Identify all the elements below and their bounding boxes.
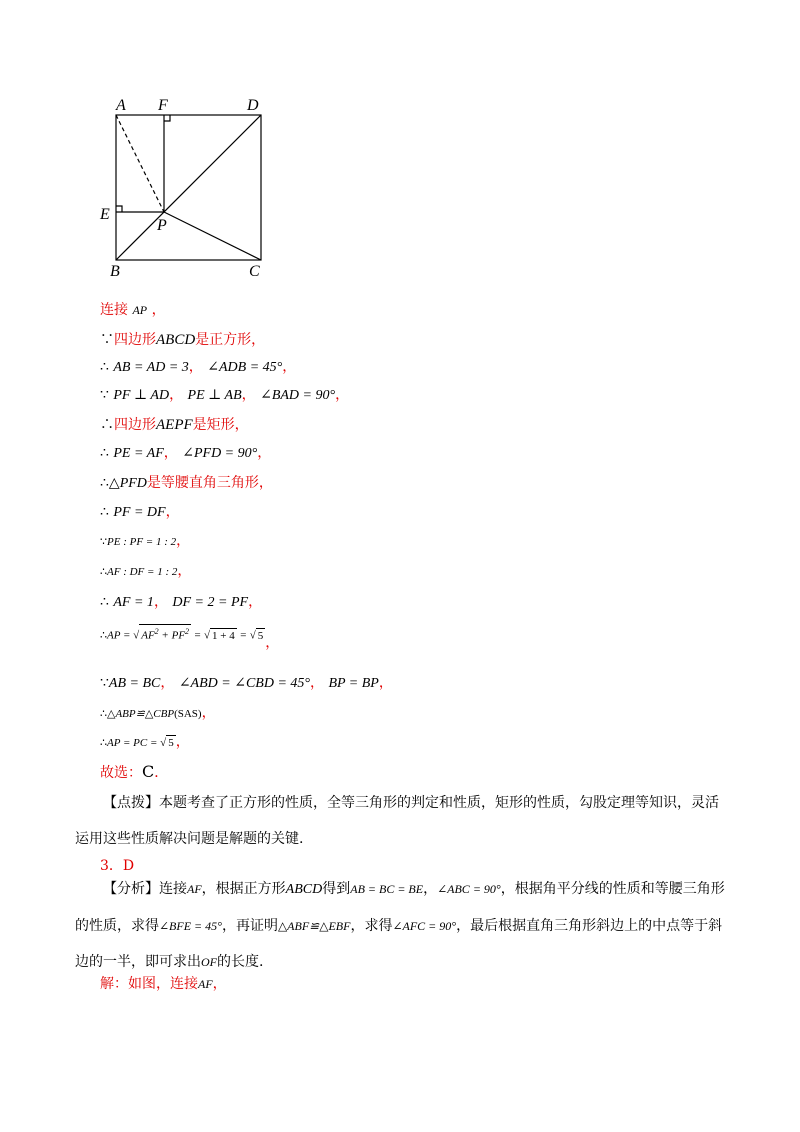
step-isosceles-right [100,473,273,494]
step-pe-af [100,443,271,464]
square-abcd-figure [96,92,276,282]
exponent: 2 [185,627,190,636]
text: 连接 [159,881,187,897]
text: ，再证明 [221,918,278,934]
label-d: D [247,97,259,114]
math-af: AF [141,629,155,642]
question-number: 3．D [100,858,135,874]
text: 的长度. [217,954,264,970]
math-ratio-af-df: AF : DF = 1 : 2 [107,566,178,578]
math-congruent-abf-ebf: △ABF≌△EBF [277,919,351,933]
text: ，最后根据直角三角形斜边上的中点等于斜边的一半，即可求出 [75,918,723,970]
text: ，根据正方形 [201,881,286,897]
punct: ， [241,387,256,403]
math-aepf: AEPF [156,417,193,433]
punct: ． [154,765,169,781]
therefore-symbol: ∴ [100,736,107,749]
q3-analysis [75,871,727,980]
therefore-symbol: ∴ [100,707,107,720]
analysis-tag: 【分析】 [103,881,159,897]
math-pe-perp-ab: PE ⊥ AB [187,388,242,403]
punct: ， [160,675,175,691]
therefore-symbol: ∴ [100,417,114,433]
step-af-value [100,592,262,613]
math-bp-bp: BP = BP [328,676,379,691]
tip-text: 本题考查了正方形的性质，全等三角形的判定和性质，矩形的性质，勾股定理等知识，灵活运用这些性质解决问题是解题的关键. [75,795,719,847]
math-pf-perp-ad: PF ⊥ AD [113,388,170,403]
math-ratio-pe-pf: PE : PF = 1 : 2 [107,536,177,548]
punct: ， [151,302,166,318]
math-pe-af: PE = AF [113,446,164,461]
math-ab-bc: AB = BC [108,676,161,691]
q3-solution-start [100,974,227,994]
segment-bd-diagonal [116,115,261,260]
step-text: 是正方形， [195,332,266,348]
math-of: OF [201,955,217,969]
therefore-symbol: ∴ [100,628,107,642]
because-symbol: ∵ [100,387,109,403]
text: ， [423,881,438,897]
text: ，求得 [350,918,393,934]
radical-1-plus-4: 1 + 4 [212,629,235,642]
math-angle-afc: ∠AFC = 90° [392,919,457,933]
step-text: 是矩形， [192,417,249,433]
step-pf-df [100,502,180,523]
math-angle-pfd: ∠PFD = 90° [182,446,258,461]
math-angle-adb: ∠ADB = 45° [207,360,283,375]
step-ratio-given [100,531,190,552]
label-b: B [110,263,120,280]
math-angle-bfe: ∠BFE = 45° [159,919,222,933]
therefore-symbol: ∴ [100,475,109,491]
therefore-symbol: ∴ [100,594,109,610]
punct: ， [282,359,297,375]
step-pythagoras: ∴AP = √ $AF^2 + PF^2$ = √ 1 + 4 = √ 5 ， [100,624,279,646]
therefore-symbol: ∴ [100,445,109,461]
punct: ， [169,387,184,403]
step-text: 是等腰直角三角形， [146,475,273,491]
label-a: A [116,97,126,114]
punct: ， [163,445,178,461]
punct: ， [335,387,350,403]
math-triangle-pfd: △PFD [108,476,147,491]
math-af-1: AF = 1 [113,595,154,610]
step-square-given [100,330,265,350]
math-angle-bad: ∠BAD = 90° [260,388,336,403]
step-text: 连接 [100,302,128,318]
math-ap: AP [132,303,148,317]
radical-5: 5 [168,737,174,749]
math-af: AF [187,882,202,896]
math-ab-ad: AB = AD = 3 [113,360,189,375]
step-side-lengths [100,357,296,378]
math-pf: + PF [158,629,186,642]
punct: ， [378,675,393,691]
label-c: C [249,263,260,280]
radical-af-pf [139,624,191,643]
therefore-symbol: ∴ [100,504,109,520]
tip-paragraph [75,785,727,857]
math-angle-abc: ∠ABC = 90° [437,882,501,896]
math-eq: = [236,629,250,642]
label-f: F [158,97,168,114]
tip-tag: 【点拨】 [103,795,159,811]
step-text: 四边形 [114,417,156,433]
punct: ， [188,359,203,375]
math-angle-abd-cbd: ∠ABD = ∠CBD = 45° [178,676,310,691]
text: 得到 [322,881,351,897]
math-ap-eq: AP = [107,629,134,642]
math-pf-df: PF = DF [113,505,166,520]
punct: ， [201,705,216,721]
because-symbol: ∵ [100,675,109,691]
punct: ， [248,594,263,610]
step-perpendiculars [100,385,349,406]
punct: ， [165,504,180,520]
right-angle-mark-f [164,115,170,121]
exponent: 2 [154,627,159,636]
math-ab-bc-be: AB = BC = BE [350,882,424,896]
step-answer [100,762,168,783]
math-sas: (SAS) [174,708,202,720]
punct: ， [265,634,280,651]
math-ap-pc: AP = PC = [107,737,161,749]
step-congruent-triangles [100,703,216,724]
step-text: 四边形 [114,332,156,348]
punct: ， [176,533,191,549]
step-rectangle [100,415,249,435]
punct: ， [212,976,227,992]
math-abcd: ABCD [285,882,323,897]
step-connect-ap [100,300,166,320]
math-congruent-abp-cbp: △ABP≌△CBP [107,708,175,720]
label-e: E [100,206,110,223]
therefore-symbol: ∴ [100,565,107,578]
punct: ， [177,563,192,579]
punct: ， [310,675,324,691]
text: ，根据角平分线的性质和等腰三角形的性质，求得 [75,881,725,934]
because-symbol: ∵ [100,332,114,348]
math-eq: = [191,629,204,642]
solution-text: 解：如图，连接 [100,976,198,992]
right-angle-mark-e [116,206,122,212]
math-abcd: ABCD [156,332,196,348]
punct: ， [153,594,168,610]
punct: ， [257,445,272,461]
because-symbol: ∵ [100,535,107,548]
therefore-symbol: ∴ [100,359,109,375]
segment-pc [164,212,261,260]
step-ap-pc: ∴AP = PC = √ 5 ， [100,734,190,750]
answer-value: C [142,762,155,781]
punct: ， [175,734,190,750]
answer-label: 故选： [100,765,142,781]
step-ratio-af-df [100,561,191,582]
step-congruence-given [100,673,393,694]
math-df-pf: DF = 2 = PF [172,595,249,610]
label-p: P [157,217,167,234]
segment-ap-dashed [116,115,164,212]
math-af: AF [198,977,213,991]
radical-5: 5 [257,629,264,642]
